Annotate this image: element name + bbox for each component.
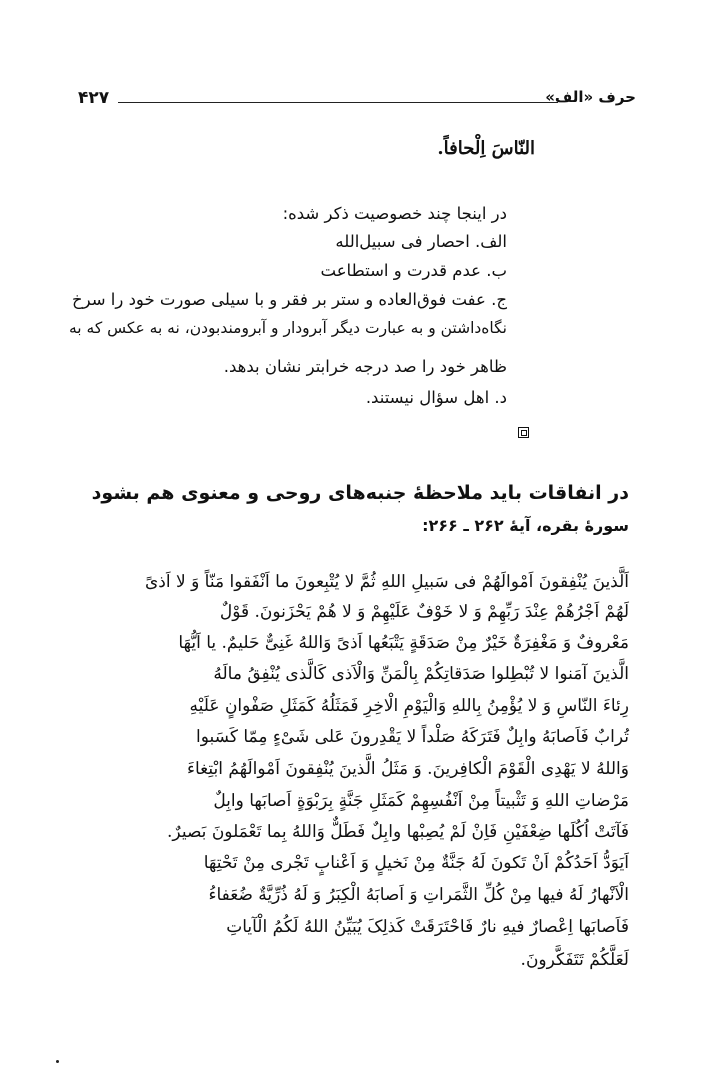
verse-line: وَاللهُ لا یَهْدِی الْقَوْمَ الْکافِرینَ. وَ مَثَلُ الَّذینَ یُنْفِقونَ اَمْوالَهُمُ ابْتِغاءَ	[186, 759, 629, 779]
verse-line: اَلَّذینَ یُنْفِقونَ اَمْوالَهُمْ فی سَبیلِ اللهِ ثُمَّ لا یُتْبِعونَ ما اَنْفَقوا مَنّاً وَ لا اَذیً	[144, 572, 629, 592]
stray-dot	[56, 1060, 59, 1063]
verse-line: رِئاءَ النّاسِ وَ لا یُؤْمِنُ بِاللهِ وَالْیَوْمِ الْاخِرِ فَمَثَلُهُ کَمَثَلِ صَفْوانٍ عَلَیْهِ	[189, 696, 629, 716]
verse-line: مَرْضاتِ اللهِ وَ تَثْبیتاً مِنْ اَنْفُسِهِمْ کَمَثَلِ جَنَّةٍ بِرَبْوَةٍ اَصابَها وابِلٌ	[213, 791, 629, 811]
verse-line: لَعَلَّکُمْ تَتَفَکَّرونَ.	[520, 950, 629, 970]
body-line: نگاه‌داشتن و به عبارت دیگر آبرودار و آبرومندبودن، نه به عکس که به	[68, 319, 507, 337]
body-line: د. اهل سؤال نیستند.	[365, 388, 507, 407]
body-line: الف. احصار فی سبیل‌الله	[335, 232, 507, 251]
section-subtitle: سورهٔ بقره، آیهٔ ۲۶۲ ـ ۲۶۶:	[422, 516, 629, 535]
body-line: ظاهر خود را صد درجه خرابتر نشان بدهد.	[223, 357, 507, 376]
header-rule	[118, 102, 558, 103]
verse-line: فَآتَتْ اُکُلَها ضِعْفَیْنِ فَاِنْ لَمْ یُصِبْها وابِلٌ فَطَلٌّ وَاللهُ بِما تَعْمَلونَ بَصیرٌ.	[167, 822, 629, 842]
running-head: حرف «الف»	[545, 88, 636, 106]
verse-line: الَّذینَ آمَنوا لا تُبْطِلوا صَدَقاتِکُمْ بِالْمَنِّ وَالْاَذی کَالَّذی یُنْفِقُ مالَهُ	[213, 664, 629, 684]
section-title: در انفاقات باید ملاحظهٔ جنبه‌های روحی و معنوی هم بشود	[91, 482, 629, 504]
body-line: ج. عفت فوق‌العاده و ستر بر فقر و با سیلی صورت خود را سرخ	[71, 290, 507, 309]
verse-line: الْاَنْهارُ لَهُ فیها مِنْ کُلِّ الثَّمَراتِ وَ اَصابَهُ الْکِبَرُ وَ لَهُ ذُرِّیَّةٌ ضُعَفاءُ	[208, 885, 629, 905]
verse-line: فَاَصابَها اِعْصارٌ فیهِ نارٌ فَاحْتَرَقَتْ کَذلِکَ یُبَیِّنُ اللهُ لَکُمُ الْآیاتِ	[226, 917, 629, 937]
verse-line: لَهُمْ اَجْرُهُمْ عِنْدَ رَبِّهِمْ وَ لا خَوْفٌ عَلَیْهِمْ وَ لا هُمْ یَحْزَنونَ. قَوْلٌ	[219, 602, 629, 622]
section-end-mark	[518, 427, 529, 438]
verse-line: مَعْروفٌ وَ مَغْفِرَةٌ خَیْرٌ مِنْ صَدَقَةٍ یَتْبَعُها اَذیً وَاللهُ غَنِیٌّ حَلیمٌ. یا اَیُّهَا	[178, 633, 629, 653]
verse-line: تُرابٌ فَاَصابَهُ وابِلٌ فَتَرَکَهُ صَلْداً لا یَقْدِرونَ عَلی شَیْءٍ مِمّا کَسَبوا	[196, 727, 629, 747]
body-line: در اینجا چند خصوصیت ذکر شده:	[282, 204, 507, 223]
body-line: ب. عدم قدرت و استطاعت	[320, 261, 507, 280]
page-header	[78, 88, 636, 112]
verse-continuation: النّاسَ اِلْحافاً.	[437, 138, 535, 159]
verse-line: اَیَوَدُّ اَحَدُکُمْ اَنْ تَکونَ لَهُ جَنَّةٌ مِنْ نَخیلٍ وَ اَعْنابٍ تَجْری مِنْ تَحْتِهَا	[203, 853, 629, 873]
page-number: ۴۲۷	[78, 88, 110, 108]
